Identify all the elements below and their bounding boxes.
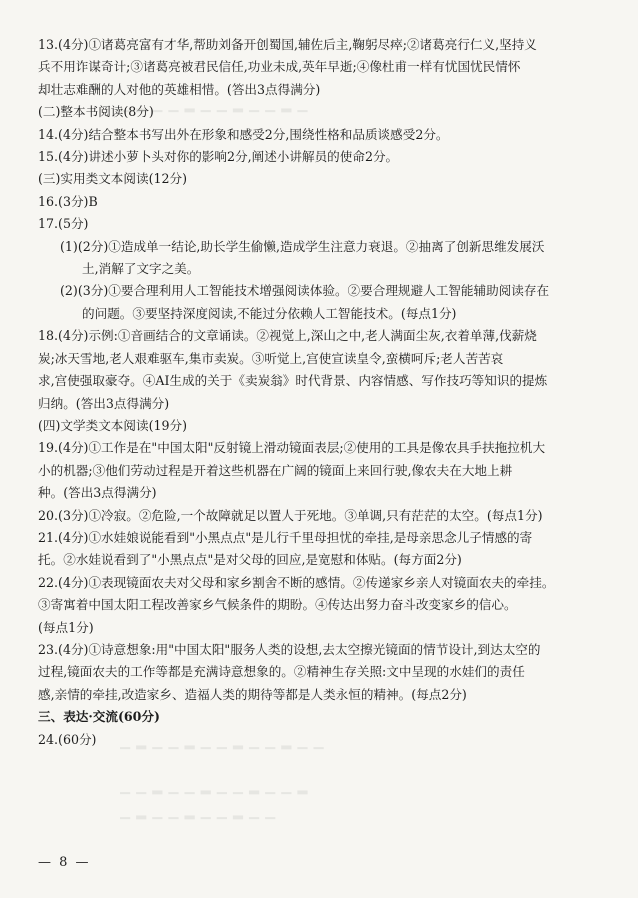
- q18-line-4: 归纳。(答出3点得满分): [38, 395, 170, 411]
- q22-line-2: ③寄寓着中国太阳工程改善家乡气候条件的期盼。④传达出努力奋斗改变家乡的信心。: [38, 597, 517, 613]
- q17-part2-line-2: 的问题。③要坚持深度阅读,不能过分依赖人工智能技术。(每点1分): [82, 305, 457, 321]
- q13-line-1: 13.(4分)①诸葛亮富有才华,帮助刘备开创蜀国,辅佐后主,鞠躬尽瘁;②诸葛亮行仁义,坚持义: [38, 37, 537, 52]
- q18-line-1: 18.(4分)示例:①音画结合的文章诵读。②视觉上,深山之中,老人满面尘灰,衣着单薄,伐薪烧: [38, 328, 537, 344]
- q20-line: 20.(3分)①冷寂。②危险,一个故障就足以置人于死地。③单调,只有茫茫的太空。(每点1分): [38, 507, 543, 523]
- section-heading-book-reading: (二)整本书阅读(8分): [38, 104, 154, 120]
- q17-part1-line-2: 土,消解了文字之美。: [82, 261, 200, 277]
- q22-line-3: (每点1分): [38, 619, 94, 635]
- q19-line-3: 种。(答出3点得满分): [38, 485, 157, 501]
- q21-line-2: 托。②水娃说看到了"小黑点点"是对父母的回应,是宽慰和体贴。(每方面2分): [38, 552, 462, 568]
- section-heading-practical-text: (三)实用类文本阅读(12分): [38, 171, 188, 187]
- q22-line-1: 22.(4分)①表现镜面农夫对父母和家乡割舍不断的感情。②传递家乡亲人对镜面农夫的牵挂。: [38, 574, 555, 590]
- q17-line: 17.(5分): [38, 216, 89, 232]
- section-heading-literary-text: (四)文学类文本阅读(19分): [38, 417, 188, 433]
- q18-line-2: 炭;冰天雪地,老人艰难驱车,集市卖炭。③听觉上,宫使宣读皇令,蛮横呵斥;老人苦苦哀: [38, 350, 504, 366]
- q17-part2-line-1: (2)(3分)①要合理利用人工智能技术增强阅读体验。②要合理规避人工智能辅助阅读存在: [60, 283, 550, 299]
- bleed-through-decoration: ▁ ▁ ▂ ▁ ▁ ▂ ▁ ▁ ▂ ▁ ▁ ▂: [120, 780, 309, 795]
- q14-line: 14.(4分)结合整本书写出外在形象和感受2分,围绕性格和品质谈感受2分。: [38, 126, 449, 142]
- bleed-through-decoration: ▁ ▂ ▁ ▁ ▂ ▁ ▁ ▂ ▁ ▁ ▂ ▁ ▁: [120, 735, 325, 750]
- q13-line-3: 却壮志难酬的人对他的英雄相惜。(答出3点得满分): [38, 81, 321, 97]
- q16-line: 16.(3分)B: [38, 193, 98, 209]
- bleed-through-decoration: ▁ ▂ ▁ ▁ ▂ ▁ ▁ ▂ ▁ ▁ ▂ ▁: [120, 98, 309, 113]
- page-number: — 8 —: [38, 855, 91, 870]
- answer-content: [38, 34, 598, 751]
- q17-part1-line-1: (1)(2分)①造成单一结论,助长学生偷懒,造成学生注意力衰退。②抽离了创新思维发展沃: [60, 238, 545, 254]
- bleed-through-decoration: ▁ ▂ ▁ ▁ ▂ ▁ ▁ ▂ ▁ ▁: [120, 805, 277, 820]
- q23-line-3: 感,亲情的牵挂,改造家乡、造福人类的期待等都是人类永恒的精神。(每点2分): [38, 686, 467, 702]
- q15-line: 15.(4分)讲述小萝卜头对你的影响2分,阐述小讲解员的使命2分。: [38, 149, 399, 165]
- q23-line-1: 23.(4分)①诗意想象:用"中国太阳"服务人类的设想,去太空擦光镜面的情节设计,到达太空的: [38, 641, 541, 657]
- q21-line-1: 21.(4分)①水娃娘说能看到"小黑点点"是儿行千里母担忧的牵挂,是母亲思念儿子情感的寄: [38, 529, 533, 545]
- q19-line-2: 小的机器;③他们劳动过程是开着这些机器在广阔的镜面上来回行驶,像农夫在大地上耕: [38, 462, 513, 478]
- part-heading-expression: 三、表达·交流(60分): [38, 709, 160, 725]
- q19-line-1: 19.(4分)①工作是在"中国太阳"反射镜上滑动镜面表层;②使用的工具是像农具手扶拖拉机大: [38, 440, 546, 456]
- q23-line-2: 过程,镜面农夫的工作等都是充满诗意想象的。②精神生存关照:文中呈现的水娃们的责任: [38, 664, 525, 680]
- q24-line: 24.(60分): [38, 731, 97, 747]
- q18-line-3: 求,宫使强取豪夺。④AI生成的关于《卖炭翁》时代背景、内容情感、写作技巧等知识的提炼: [38, 373, 548, 389]
- q13-line-2: 兵不用诈谋奇计;③诸葛亮被君民信任,功业未成,英年早逝;④像杜甫一样有忧国忧民情怀: [38, 59, 521, 75]
